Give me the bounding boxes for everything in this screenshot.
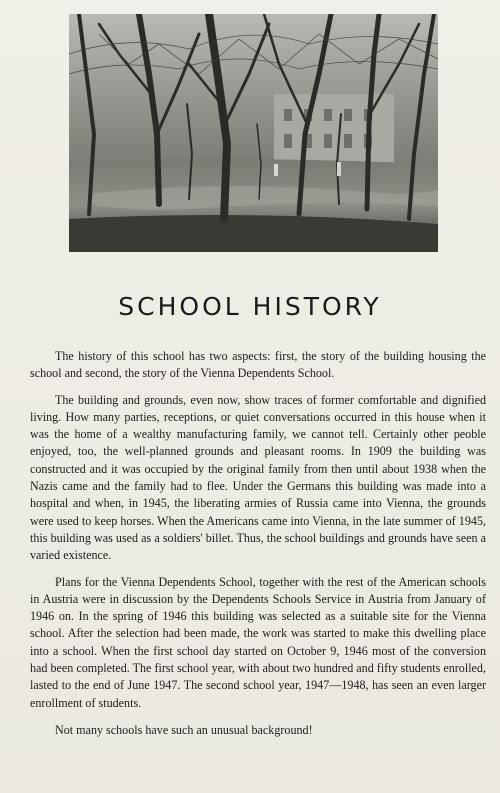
page-title: SCHOOL HISTORY bbox=[118, 292, 382, 321]
paragraph-3: Plans for the Vienna Dependents School, together with the rest of the American schools in Austria were in discussion by the Dependents Schools Service in Austria from January of 1946 on. In the spring of 1946 this building was selected as a suitable site for the Vienna school. After the selection had been made, the work was started to make this dwelling place into a school. When the first school day started on October 9, 1946 most of the conversion had been completed. The first school year, with about two hundred and fifty students enrolled, lasted to the end of June 1947. The second school year, 1947—1948, has seen an even larger enrollment of students. bbox=[30, 574, 486, 710]
body-text bbox=[30, 348, 486, 748]
paragraph-1: The history of this school has two aspects: first, the story of the building housing the school and second, the story of the Vienna Dependents School. bbox=[30, 349, 486, 381]
park-photograph-image bbox=[69, 14, 438, 252]
park-photograph bbox=[69, 14, 438, 252]
paragraph-4: Not many schools have such an unusual background! bbox=[55, 722, 313, 737]
paragraph-2: The building and grounds, even now, show traces of former comfortable and dignified living. How many parties, receptions, or quiet conversations occurred in this house when it was the home of a wealthy manufacturing family, we cannot tell. Certainly other peoble enjoyed, too, the well-planned grounds and pleasant rooms. In 1909 the building was constructed and it was occupied by the original family from then until about 1938 when the Nazis came and the family had to flee. Under the Germans this building was made into a hospital and when, in 1945, the liberating armies of Russia came into Vienna, the grounds were used to keep horses. When the Americans came into Vienna, in the late summer of 1945, this building was used as a soldiers' billet. Thus, the school buildings and grounds have seen a varied existence. bbox=[30, 392, 486, 563]
